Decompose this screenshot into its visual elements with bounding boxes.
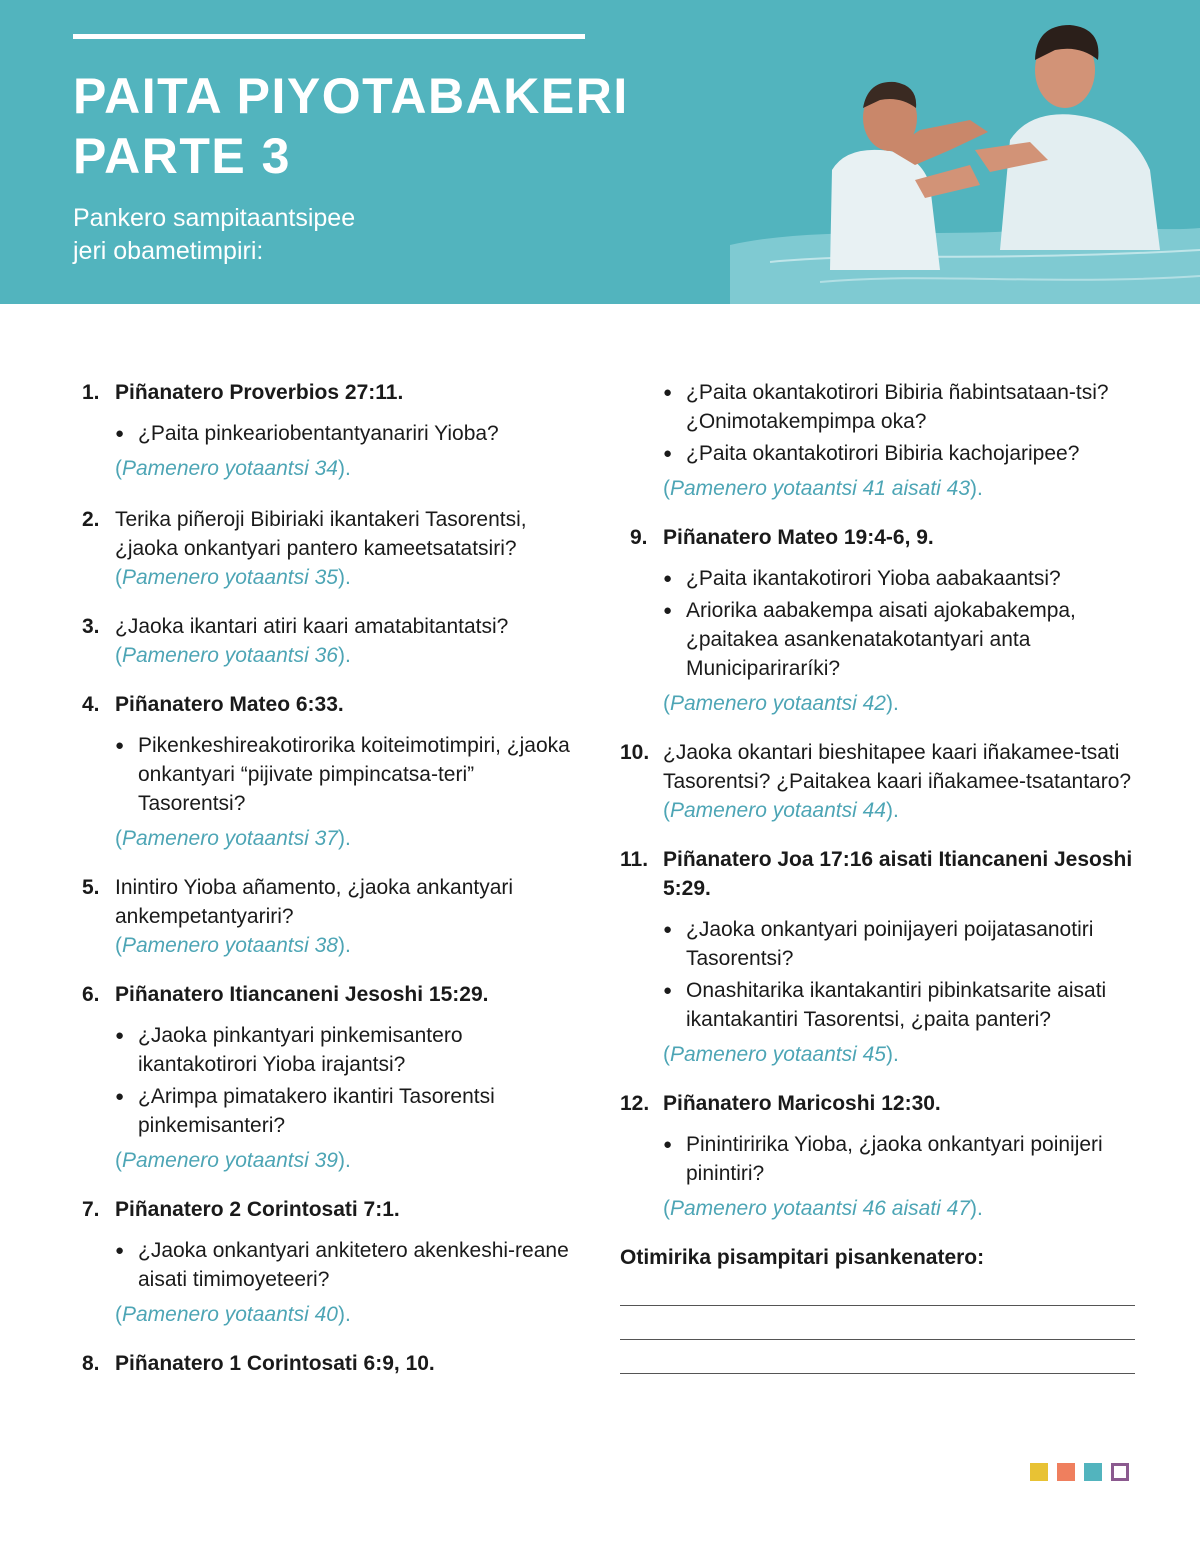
question-text: Piñanatero Maricoshi 12:30. <box>663 1092 941 1115</box>
answer-line[interactable] <box>620 1305 1135 1306</box>
square-yellow <box>1030 1463 1048 1481</box>
question-4 <box>82 690 572 853</box>
bullet-item: ● ¿Paita okantakotirori Bibiria kachojaripee? <box>663 439 1135 468</box>
question-8 <box>82 1349 572 1378</box>
bullet-list <box>663 1130 1135 1188</box>
question-number: 11. <box>620 848 649 871</box>
right-column <box>620 378 1135 1374</box>
question-number: 4. <box>82 693 100 716</box>
question-8-continued <box>620 378 1135 503</box>
answer-line[interactable] <box>620 1339 1135 1340</box>
question-text: Inintiro Yioba añamento, ¿jaoka ankantyari ankempetantyariri? <box>115 876 514 928</box>
subtitle-line: jeri obametimpiri: <box>73 237 264 265</box>
question-5 <box>82 873 572 960</box>
question-number: 7. <box>82 1198 100 1221</box>
reference-text: Pamenero yotaantsi 45 <box>670 1043 886 1066</box>
reference-link[interactable]: (Pamenero yotaantsi 35). <box>115 566 351 589</box>
title-line: PARTE 3 <box>73 128 291 184</box>
reference-link[interactable]: (Pamenero yotaantsi 44). <box>663 799 899 822</box>
answer-line[interactable] <box>620 1373 1135 1374</box>
left-column <box>82 378 572 1378</box>
question-12 <box>620 1089 1135 1223</box>
question-number: 10. <box>620 741 650 764</box>
page-subtitle <box>73 202 355 268</box>
question-text: ¿Jaoka ikantari atiri kaari amatabitantatsi? <box>115 615 509 638</box>
reference-link[interactable]: (Pamenero yotaantsi 40). <box>115 1303 351 1326</box>
square-orange <box>1057 1463 1075 1481</box>
question-number: 6. <box>82 983 100 1006</box>
question-text: Piñanatero Proverbios 27:11. <box>115 381 404 404</box>
question-number: 2. <box>82 508 100 531</box>
reference-text: Pamenero yotaantsi 42 <box>670 692 886 715</box>
bullet-item: ● Pinintiririka Yioba, ¿jaoka onkantyari poinijeri pinintiri? <box>663 1130 1135 1188</box>
question-11 <box>620 845 1135 1069</box>
question-number: 8. <box>82 1352 100 1375</box>
question-text: Piñanatero 2 Corintosati 7:1. <box>115 1198 400 1221</box>
bullet-list <box>663 915 1135 1034</box>
reference-text: Pamenero yotaantsi 35 <box>122 566 338 589</box>
bullet-item: ● ¿Jaoka onkantyari poinijayeri poijatasanotiri Tasorentsi? <box>663 915 1135 973</box>
question-text: Piñanatero 1 Corintosati 6:9, 10. <box>115 1352 435 1375</box>
question-number: 3. <box>82 615 100 638</box>
bullet-item: ● Ariorika aabakempa aisati ajokabakempa, ¿paitakea asankenatakotantyari anta Municipariraríki? <box>663 596 1135 683</box>
color-squares <box>1030 1463 1129 1481</box>
reference-text: Pamenero yotaantsi 39 <box>122 1149 338 1172</box>
question-number: 1. <box>82 381 100 404</box>
bullet-list <box>115 1236 572 1294</box>
bullet-list <box>663 378 1135 468</box>
bullet-item: ● ¿Paita ikantakotirori Yioba aabakaantsi? <box>663 564 1135 593</box>
title-line: PAITA PIYOTABAKERI <box>73 68 629 124</box>
bullet-list <box>115 731 572 818</box>
reference-text: Pamenero yotaantsi 37 <box>122 827 338 850</box>
bullet-list <box>663 564 1135 683</box>
bullet-list <box>115 1021 572 1140</box>
reference-link[interactable]: (Pamenero yotaantsi 36). <box>115 644 351 667</box>
bullet-item: ● ¿Paita okantakotirori Bibiria ñabintsataan-tsi? ¿Onimotakempimpa oka? <box>663 378 1135 436</box>
reference-text: Pamenero yotaantsi 40 <box>122 1303 338 1326</box>
question-text: Piñanatero Mateo 6:33. <box>115 693 344 716</box>
notes-title: Otimirika pisampitari pisankenatero: <box>620 1246 985 1269</box>
reference-text: Pamenero yotaantsi 41 aisati 43 <box>670 477 971 500</box>
header-rule <box>73 34 585 39</box>
question-text: Terika piñeroji Bibiriaki ikantakeri Tasorentsi, ¿jaoka onkantyari pantero kameetsatatsiri? <box>115 508 527 560</box>
reference-text: Pamenero yotaantsi 38 <box>122 934 338 957</box>
page-title <box>73 66 629 186</box>
reference-link[interactable]: (Pamenero yotaantsi 39). <box>115 1149 351 1172</box>
bullet-item: ● ¿Jaoka onkantyari ankitetero akenkeshi-reane aisati timimoyeteeri? <box>115 1236 572 1294</box>
bullet-list <box>115 419 572 448</box>
square-outline-purple <box>1111 1463 1129 1481</box>
subtitle-line: Pankero sampitaantsipee <box>73 204 356 232</box>
reference-link[interactable]: (Pamenero yotaantsi 34). <box>115 457 351 480</box>
header-banner <box>0 0 1200 304</box>
reference-text: Pamenero yotaantsi 44 <box>670 799 886 822</box>
bullet-item: ● ¿Jaoka pinkantyari pinkemisantero ikantakotirori Yioba irajantsi? <box>115 1021 572 1079</box>
question-text: Piñanatero Itiancaneni Jesoshi 15:29. <box>115 983 489 1006</box>
bullet-item: ● ¿Arimpa pimatakero ikantiri Tasorentsi pinkemisanteri? <box>115 1082 572 1140</box>
question-text: Piñanatero Mateo 19:4-6, 9. <box>663 526 934 549</box>
question-1 <box>82 378 572 483</box>
question-number: 12. <box>620 1092 650 1115</box>
reference-text: Pamenero yotaantsi 46 aisati 47 <box>670 1197 971 1220</box>
reference-link[interactable]: (Pamenero yotaantsi 42). <box>663 692 899 715</box>
question-10 <box>620 738 1135 825</box>
question-text: Piñanatero Joa 17:16 aisati Itiancaneni Jesoshi 5:29. <box>663 848 1133 900</box>
notes-section <box>620 1243 1135 1374</box>
question-6 <box>82 980 572 1175</box>
baptism-illustration <box>730 0 1200 304</box>
reference-link[interactable]: (Pamenero yotaantsi 45). <box>663 1043 899 1066</box>
question-3 <box>82 612 572 670</box>
reference-link[interactable]: (Pamenero yotaantsi 41 aisati 43). <box>663 477 983 500</box>
bullet-item: ● Pikenkeshireakotirorika koiteimotimpiri, ¿jaoka onkantyari “pijivate pimpincatsa-teri” Tasorentsi? <box>115 731 572 818</box>
bullet-item: ● Onashitarika ikantakantiri pibinkatsarite aisati ikantakantiri Tasorentsi, ¿paita panteri? <box>663 976 1135 1034</box>
question-7 <box>82 1195 572 1329</box>
reference-text: Pamenero yotaantsi 34 <box>122 457 338 480</box>
square-teal <box>1084 1463 1102 1481</box>
reference-link[interactable]: (Pamenero yotaantsi 46 aisati 47). <box>663 1197 983 1220</box>
question-text: ¿Jaoka okantari bieshitapee kaari iñakamee-tsati Tasorentsi? ¿Paitakea kaari iñakamee-tsatantaro? <box>663 741 1132 793</box>
question-9 <box>620 523 1135 718</box>
reference-link[interactable]: (Pamenero yotaantsi 37). <box>115 827 351 850</box>
question-number: 9. <box>630 526 648 549</box>
question-number: 5. <box>82 876 100 899</box>
reference-link[interactable]: (Pamenero yotaantsi 38). <box>115 934 351 957</box>
reference-text: Pamenero yotaantsi 36 <box>122 644 338 667</box>
bullet-item: ● ¿Paita pinkeariobentantyanariri Yioba? <box>115 419 572 448</box>
question-2 <box>82 505 572 592</box>
